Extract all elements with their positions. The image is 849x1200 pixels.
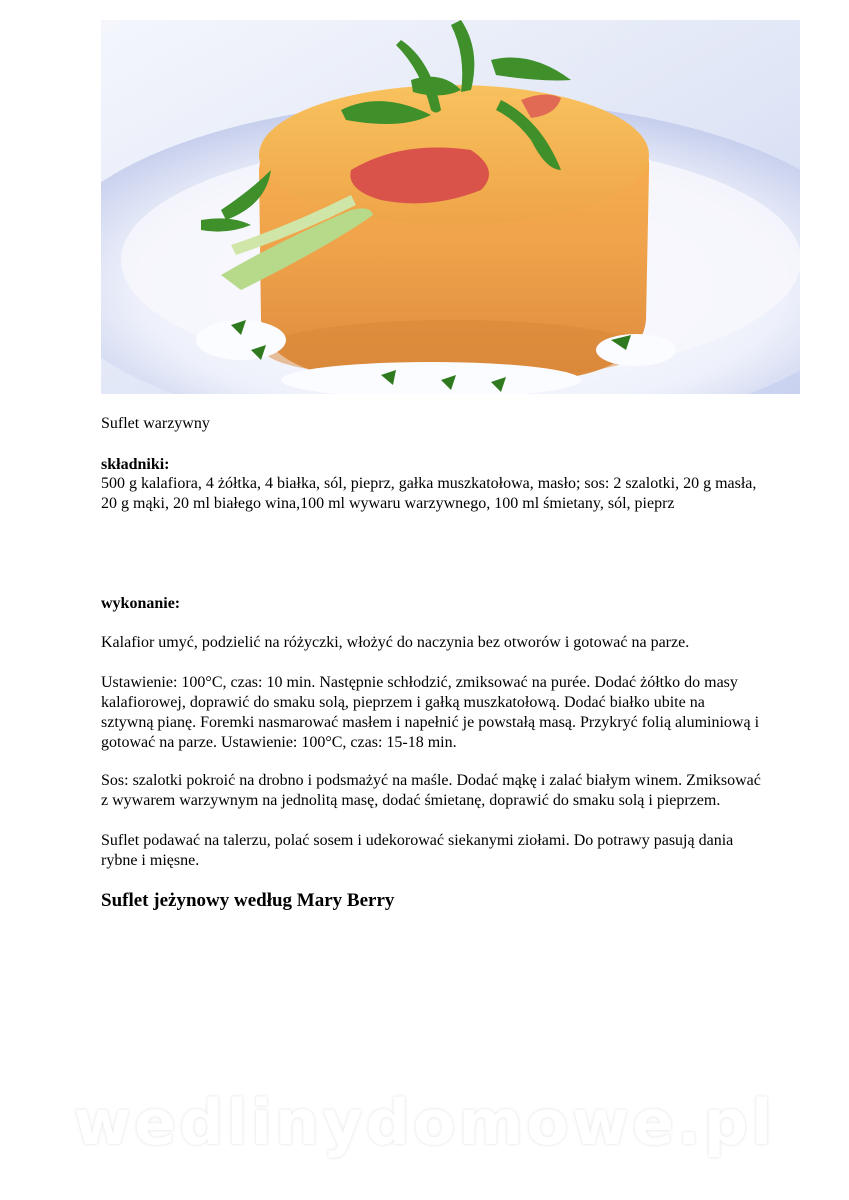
souffle-photo: [101, 20, 800, 394]
recipe-title: Suflet warzywny: [101, 415, 210, 432]
method-step-3: Sos: szalotki pokroić na drobno i podsmażyć na maśle. Dodać mąkę i zalać białym winem. Zmiksować z wywarem warzywnym na jednolitą masę, dodać śmietanę, doprawić do smaku solą i pieprzem.: [101, 772, 761, 809]
method-heading: wykonanie:: [101, 595, 181, 612]
next-recipe-title: Suflet jeżynowy według Mary Berry: [101, 890, 395, 911]
ingredients-heading: składniki:: [101, 456, 170, 473]
method-step-1: Kalafior umyć, podzielić na różyczki, włożyć do naczynia bez otworów i gotować na parze.: [101, 634, 690, 651]
method-step-2: Ustawienie: 100°C, czas: 10 min. Następnie schłodzić, zmiksować na purée. Dodać żółtko do masy kalafiorowej, doprawić do smaku solą, pieprzem i gałką muszkatołową. Dodać białko ubite na sztywną pianę. Foremki nasmarować masłem i napełnić je powstałą masą. Przykryć folią aluminiową i gotować na parze. Ustawienie: 100°C, czas: 15-18 min.: [101, 674, 760, 751]
watermark: wedlinydomowe.pl: [73, 1086, 776, 1159]
ingredients-text: 500 g kalafiora, 4 żółtka, 4 białka, sól, pieprz, gałka muszkatołowa, masło; sos: 2 szalotki, 20 g masła, 20 g mąki, 20 ml białego wina,100 ml wywaru warzywnego, 100 ml śmietany, sól, pieprz: [101, 475, 757, 512]
method-step-4: Suflet podawać na talerzu, polać sosem i udekorować siekanymi ziołami. Do potrawy pasują dania rybne i mięsne.: [101, 832, 734, 869]
